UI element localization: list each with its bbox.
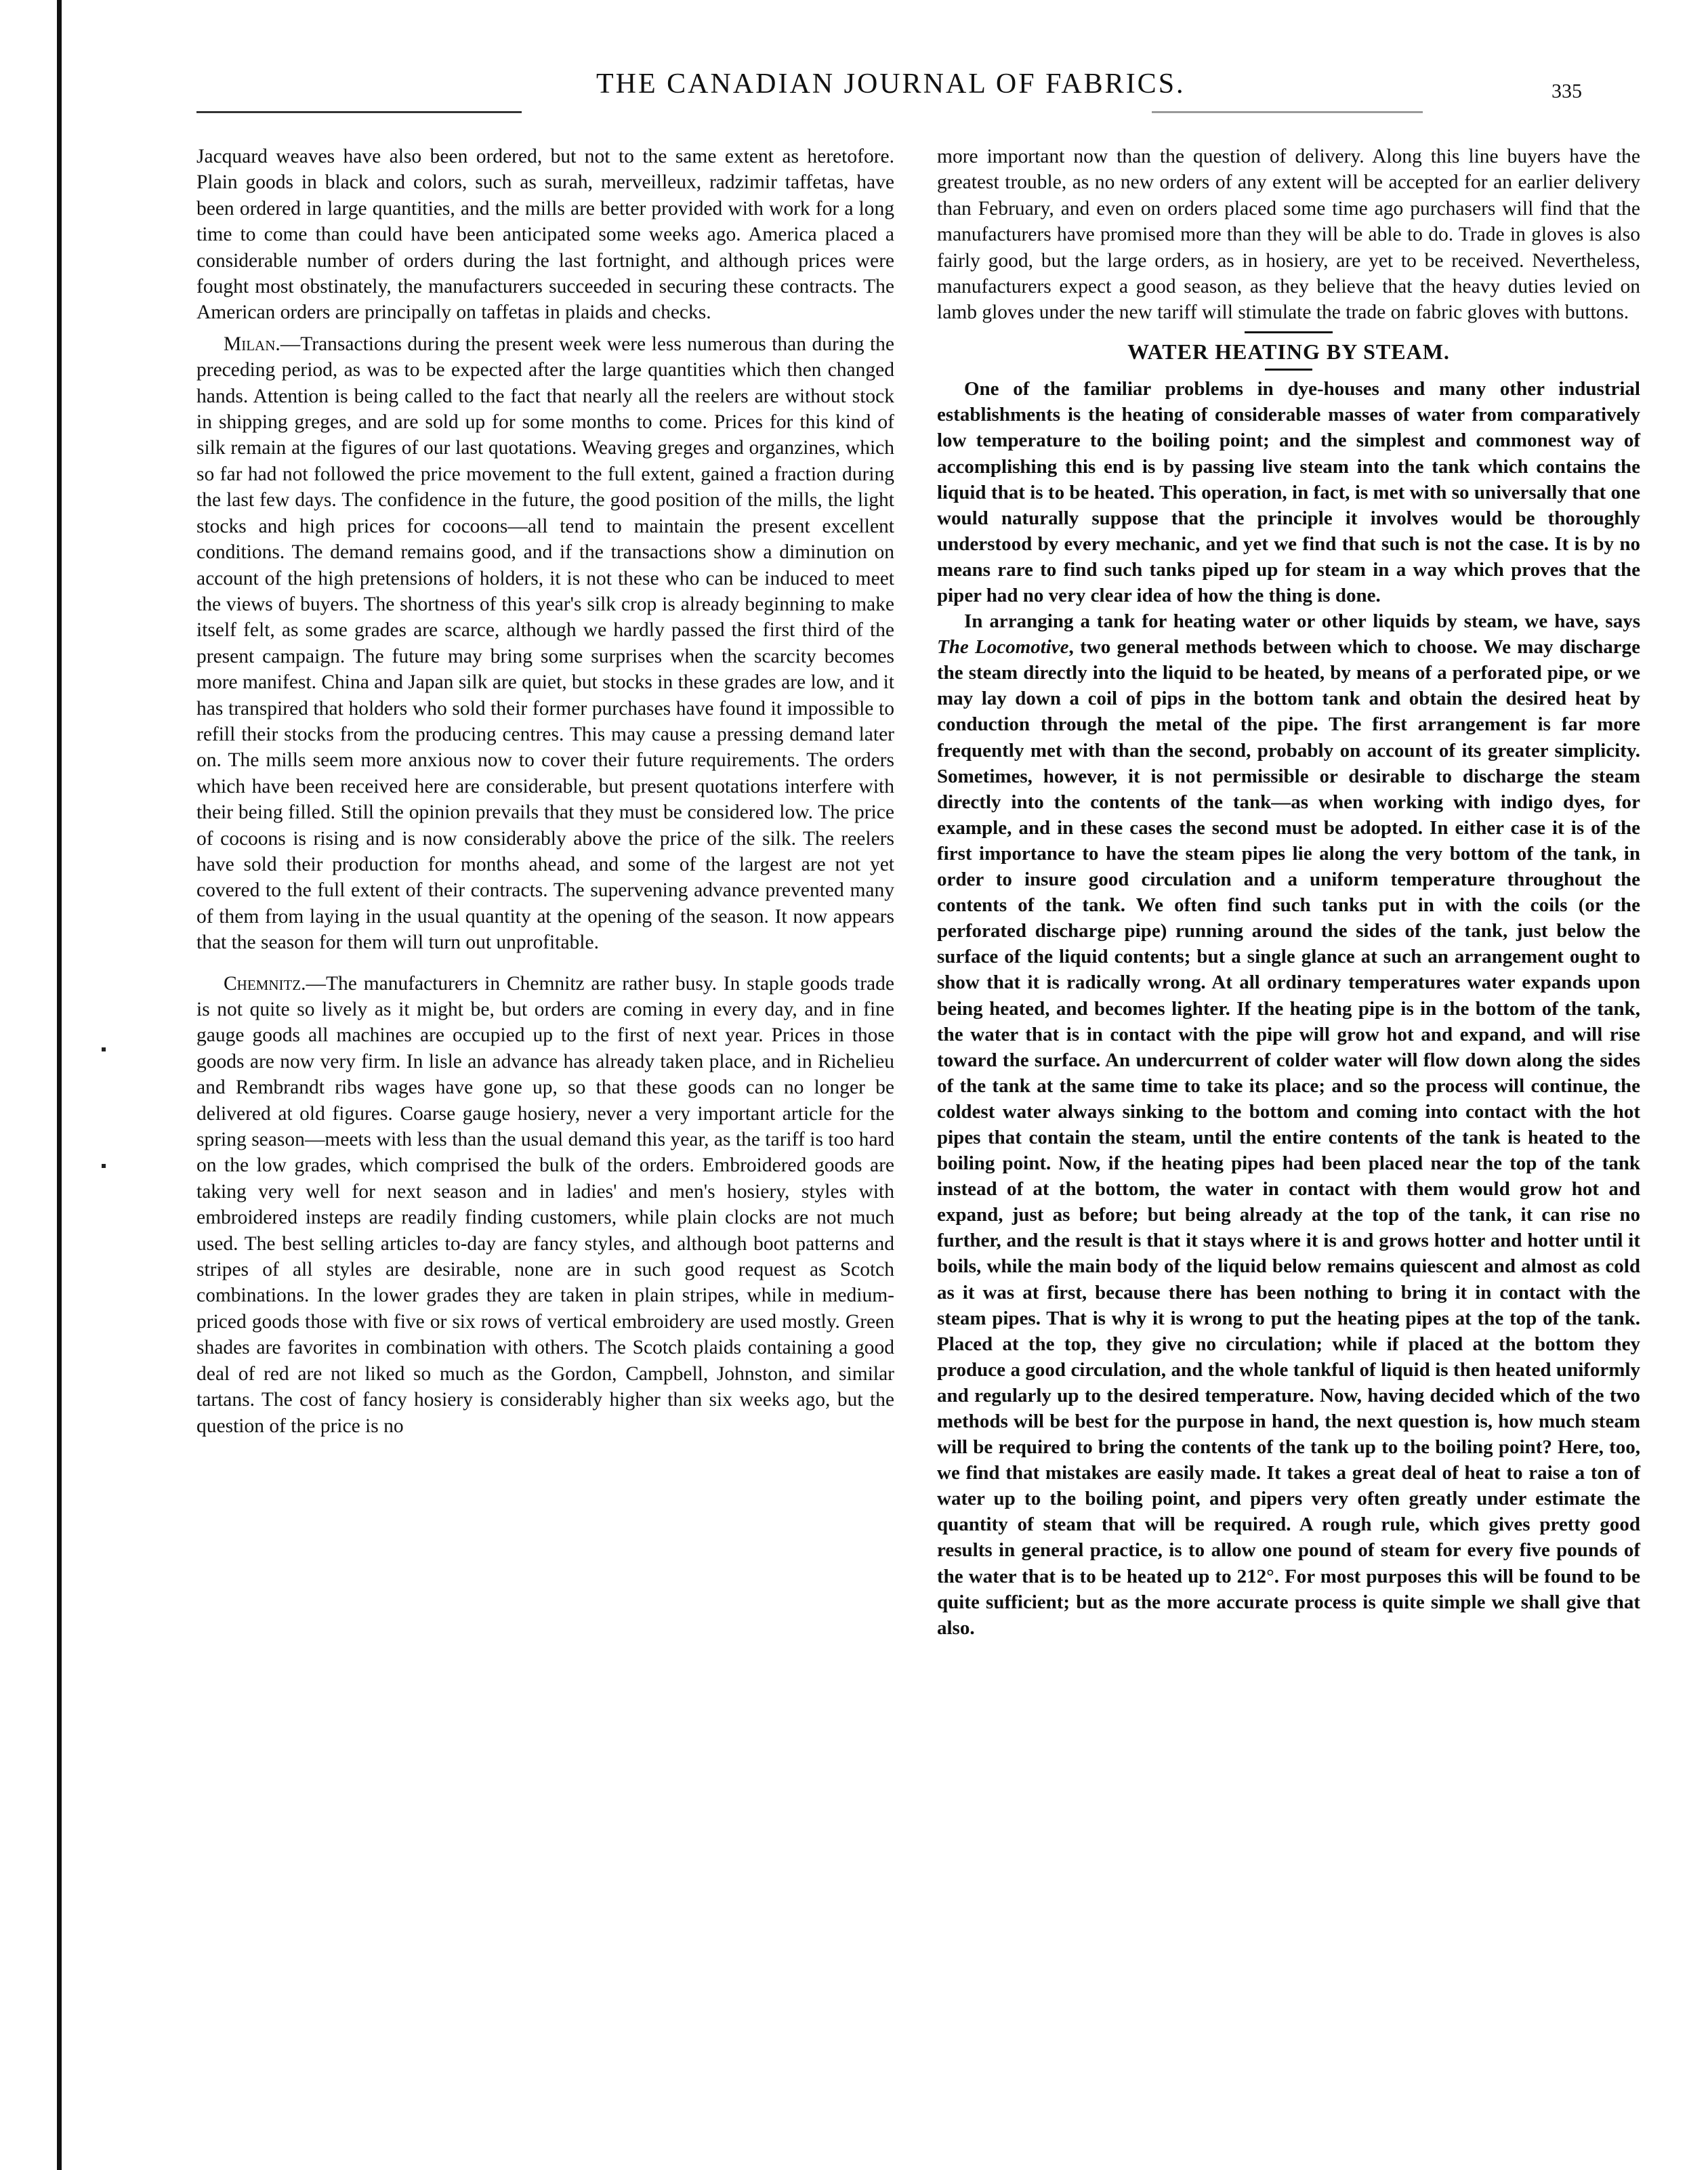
article-paragraph: more important now than the question of delivery. Along this line buyers have the greatest trouble, as no new orders of any extent will be accepted for an earlier delivery than February, and even on orders placed some time ago purchasers will find that the manufacturers have promised more than they will be able to do. Trade in gloves is also fairly good, but the large orders, as in hosiery, are yet to be received. Nevertheless, manufacturers expect a good season, as they believe that the heavy duties levied on lamb gloves under the new tariff will stimulate the trade on fabric gloves with buttons. xyxy=(937,146,1640,324)
section-rule-bottom xyxy=(1265,369,1312,371)
milan-heading: Milan. xyxy=(224,333,280,355)
header-rule-right xyxy=(1152,111,1423,113)
page-number: 335 xyxy=(1551,80,1582,102)
left-column xyxy=(196,144,894,1439)
citation-body: , two general methods between which to choose. We may discharge the steam directly into the liquid to be heated, by means of a perforated pipe, or we may lay down a coil of pips in the bottom tank and obtain the desired heat by conduction through the metal of the pipe. The first arrangement is far more frequently met with than the second, probably on account of its greater simplicity. Sometimes, however, it is not permissible or desirable to discharge the steam directly into the contents of the tank—as when working with indigo dyes, for example, and in these cases the second must be adopted. In either case it is of the first importance to have the steam pipes lie along the very bottom of the tank, in order to insure good circulation and a uniform temperature throughout the contents of the tank. We often find such tanks put in with the coils (or the perforated discharge pipe) running around the sides of the tank, just below the surface of the liquid contents; but a single glance at such an arrangement ought to show that it is radically wrong. At all ordinary temperatures water expands upon being heated, and becomes lighter. If the heating pipe is in the bottom of the tank, the water that is in contact with the pipe will grow hot and expand, and will rise toward the surface. An undercurrent of colder water will flow down along the sides of the tank at the same time to take its place; and so the process will continue, the coldest water always sinking to the bottom and coming into contact with the hot pipes that contain the steam, until the entire contents of the tank is heated to the boiling point. Now, if the heating pipes had been placed near the top of the tank instead of at the bottom, the water in contact with them would grow hot and expand, just as before; but being already at the top of the tank, it can rise no further, and the result is that it stays where it is and grows hotter and hotter until it boils, while the main body of the liquid below remains quiescent and almost as cold as it was at first, because there has been nothing to bring it in contact with the steam pipes. That is why it is wrong to put the heating pipes at the top of the tank. Placed at the top, they give no circulation; while if placed at the bottom they produce a good circulation, and the whole tankful of liquid is then heated uniformly and regularly up to the desired temperature. Now, having decided which of the two methods will be best for the purpose in hand, the next question is, how much steam will be required to bring the contents of the tank up to the boiling point? Here, too, we find that mistakes are easily made. It takes a great deal of heat to raise a ton of water up to the boiling point, and pipers very often greatly under estimate the quantity of steam that will be required. A rough rule, which gives pretty good results in general practice, is to allow one pound of steam for every five pounds of the water that is to be heated up to 212°. For most purposes this will be found to be quite sufficient; but as the more accurate process is quite simple we shall give that also. xyxy=(937,636,1640,1639)
chemnitz-text: —The manufacturers in Chemnitz are rather busy. In staple goods trade is not quite so lively as it might be, but orders are coming in every day, and in fine gauge goods all machines are occupied up to the first of next year. Prices in those goods are now very firm. In lisle an advance has already taken place, and in Richelieu and Rembrandt ribs wages have gone up, so that these goods can no longer be delivered at old figures. Coarse gauge hosiery, never a very important article for the spring season—meets with less than the usual demand this year, as the tariff is too hard on the low grades, which comprised the bulk of the orders. Embroidered goods are taking very well for next season and in ladies' and men's hosiery, styles with embroidered insteps are readily finding customers, while plain clocks are not much used. The best selling articles to-day are fancy styles, and although boot patterns and stripes of all styles are desirable, none are in such good request as Scotch combinations. In the lower grades they are taken in plain stripes, while in medium-priced goods those with five or six rows of vertical embroidery are used mostly. Green shades are favorites in combination with others. The Scotch plaids containing a good deal of red are not liked so much as the Gordon, Campbell, Johnston, and similar tartans. The cost of fancy hosiery is considerably higher than six weeks ago, but the question of the price is no xyxy=(196,972,894,1437)
page-header xyxy=(0,68,1708,122)
margin-dot xyxy=(102,1164,106,1168)
milan-text: —Transactions during the present week were less numerous than during the preceding period, as was to be expected after the large quantities which then changed hands. Attention is being called to the fact that nearly all the reelers are without stock in shipping greges, and are sold up for some months to come. Prices for this kind of silk remain at the figures of our last quotations. Weaving greges and organzines, which so far had not followed the price movement to the full extent, gained a fraction during the last few days. The confidence in the future, the good position of the mills, the light stocks and high prices for cocoons—all tend to maintain the present excellent conditions. The demand remains good, and if the transactions show a diminution on account of the high pretensions of holders, it is not these who can be induced to meet the views of buyers. The shortness of this year's silk crop is already beginning to make itself felt, as some grades are scarce, although we hardly passed the first third of the present campaign. The future may bring some surprises when the scarcity becomes more manifest. China and Japan silk are quiet, but stocks in these grades are low, and it has transpired that holders who sold their former purchases have found it impossible to refill their stocks from the producing centres. This may cause a pressing demand later on. The mills seem more anxious now to cover their future requirements. The orders which have been received here are considerable, but present quotations interfere with their being filled. Still the opinion prevails that they must be considered low. The price of cocoons is rising and is now considerably above the price of the silk. The reelers have sold their production for months ahead, and some of the largest are not yet covered to the full extent of their contracts. The supervening advance prevented many of them from laying in the usual quantity at the opening of the season. It now appears that the season for them will turn out unprofitable. xyxy=(196,333,894,954)
right-column xyxy=(937,144,1640,1641)
milan-report xyxy=(196,331,894,956)
source-title: The Locomotive xyxy=(937,636,1069,659)
section-rule-top xyxy=(1245,331,1333,333)
chemnitz-heading: Chemnitz. xyxy=(224,972,306,995)
margin-dot xyxy=(102,1047,106,1051)
article-paragraph xyxy=(937,608,1640,1641)
journal-title: THE CANADIAN JOURNAL OF FABRICS. xyxy=(596,68,1186,100)
binding-edge xyxy=(57,0,62,2170)
section-title: WATER HEATING BY STEAM. xyxy=(1127,339,1450,364)
article-paragraph: One of the familiar problems in dye-houses and many other industrial establishments is the heating of considerable masses of water from comparatively low temperature to the boiling point; and the simplest and commonest way of accomplishing this end is by passing live steam into the tank which contains the liquid that is to be heated. This operation, in fact, is met with so universally that one would naturally suppose that the principle it involves would be thoroughly understood by every mechanic, and yet we find that such is not the case. It is by no means rare to find such tanks piped up for steam in a way which proves that the piper had no very clear idea of how the thing is done. xyxy=(937,378,1640,606)
article-body xyxy=(937,376,1640,1641)
article-paragraph: Jacquard weaves have also been ordered, but not to the same extent as heretofore. Plain goods in black and colors, such as surah, merveilleux, radzimir taffetas, have been ordered in large quantities, and the mills are better provided with work for a long time to come than could have been anticipated some weeks ago. America placed a considerable number of orders during the last fortnight, and although prices were fought most obstinately, the manufacturers succeeded in securing these contracts. The American orders are principally on taffetas in plaids and checks. xyxy=(196,146,894,324)
chemnitz-report xyxy=(196,971,894,1439)
header-rule-left xyxy=(196,111,522,113)
citation-lead: In arranging a tank for heating water or other liquids by steam, we have, says xyxy=(964,610,1640,633)
